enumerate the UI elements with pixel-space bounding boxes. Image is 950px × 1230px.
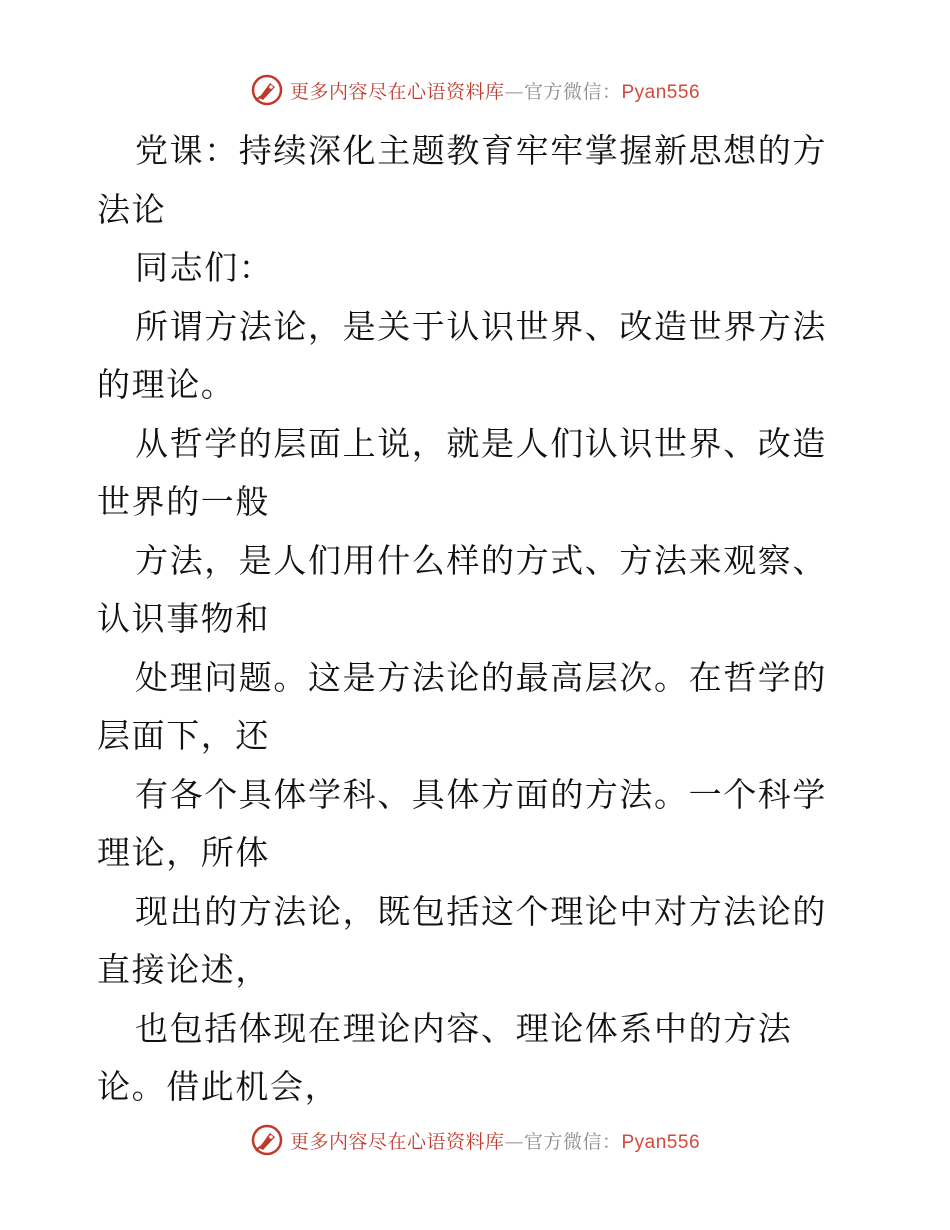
pen-nib-logo-icon bbox=[250, 73, 284, 107]
footer-site-text: 更多内容尽在心语资料库 bbox=[289, 1130, 505, 1153]
footer-wechat-label: 官方微信： bbox=[523, 1130, 622, 1153]
paragraph: 方法，是人们用什么样的方式、方法来观察、认识事物和 bbox=[97, 540, 827, 638]
paragraph: 现出的方法论，既包括这个理论中对方法论的直接论述， bbox=[97, 891, 827, 989]
paragraph: 从哲学的层面上说，就是人们认识世界、改造世界的一般 bbox=[97, 423, 827, 521]
footer-banner-text bbox=[290, 1127, 700, 1154]
header-wechat-id: Pyan556 bbox=[621, 81, 701, 103]
footer-banner-inner bbox=[250, 1123, 700, 1157]
footer-wechat-id: Pyan556 bbox=[621, 1131, 701, 1153]
paragraph: 有各个具体学科、具体方面的方法。一个科学理论，所体 bbox=[97, 774, 827, 872]
header-dash: — bbox=[504, 80, 524, 103]
pen-nib-logo-icon bbox=[250, 1123, 284, 1157]
salutation: 同志们： bbox=[135, 248, 274, 287]
paragraph: 也包括体现在理论内容、理论体系中的方法论。借此机会， bbox=[97, 1008, 793, 1106]
paragraph: 处理问题。这是方法论的最高层次。在哲学的层面下，还 bbox=[97, 657, 827, 755]
paragraph: 所谓方法论，是关于认识世界、改造世界方法的理论。 bbox=[97, 306, 827, 404]
header-site-text: 更多内容尽在心语资料库 bbox=[289, 80, 505, 103]
header-wechat-label: 官方微信： bbox=[523, 80, 622, 103]
document-title: 党课：持续深化主题教育牢牢掌握新思想的方法论 bbox=[97, 131, 827, 229]
footer-dash: — bbox=[504, 1130, 524, 1153]
header-banner-inner bbox=[250, 73, 700, 107]
document-body bbox=[97, 122, 857, 1117]
header-banner-text bbox=[290, 77, 700, 104]
footer-banner bbox=[0, 1120, 950, 1160]
header-banner bbox=[0, 70, 950, 110]
